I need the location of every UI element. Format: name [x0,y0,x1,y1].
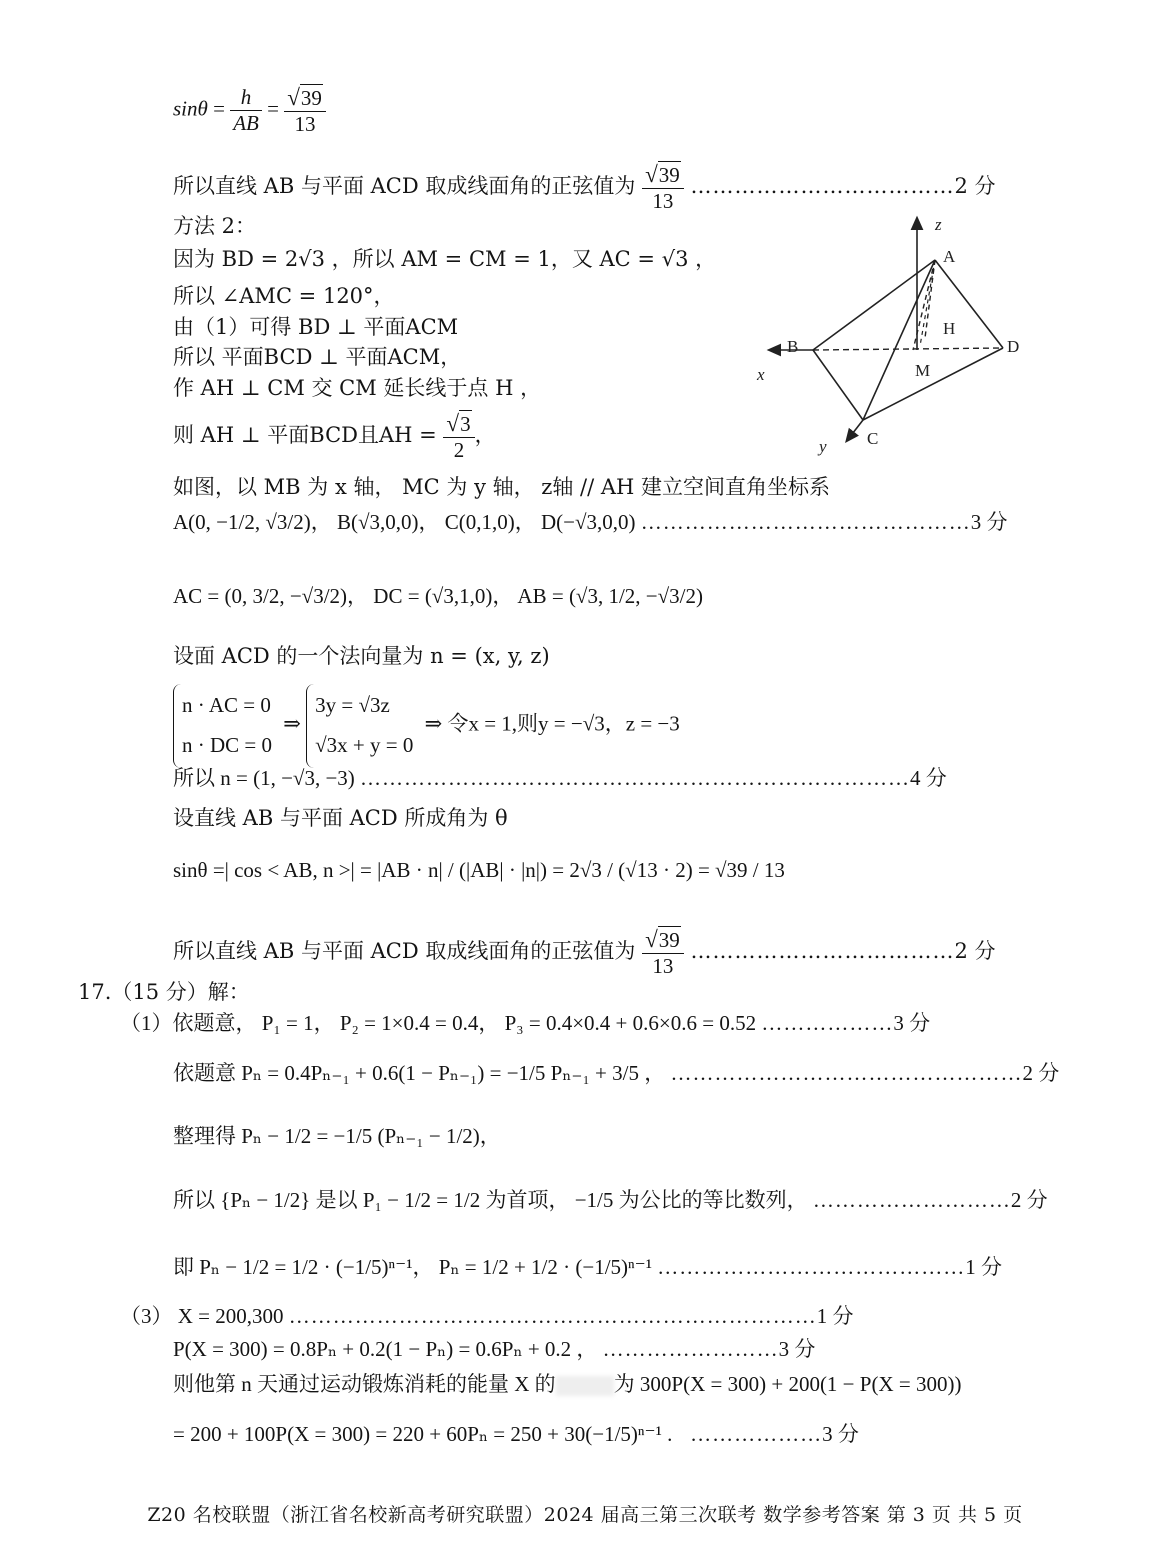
normal-vector-result: 所以 n = (1, −√3, −3) …………………………………………………………………4 分 [173,766,947,790]
label-z: z [935,215,942,234]
label-C: C [867,429,879,448]
q17-geometric-sequence: 所以 {Pₙ − 1/2} 是以 P₁ − 1/2 = 1/2 为首项， −1/5 为公比的等比数列， ………………………2 分 [173,1188,1048,1212]
label-A: A [943,247,956,266]
label-H: H [943,319,956,338]
normal-vector-definition: 设面 ACD 的一个法向量为 n = (x, y, z) [173,644,550,668]
method1-conclusion: 所以直线 AB 与平面 ACD 取成线面角的正弦值为 $\frac{√39}{13}$ ………………………………2 分 [173,161,996,214]
q17-expectation-result: = 200 + 100P(X = 300) = 220 + 60Pₙ = 250 + 30(−1/5)ⁿ⁻¹ . ………………3 分 [173,1422,859,1446]
q17-recurrence: 依题意 Pₙ = 0.4Pₙ₋₁ + 0.6(1 − Pₙ₋₁) = −1/5 Pₙ₋₁ + 3/5 ， …………………………………………2 分 [173,1061,1060,1085]
sin-theta-formula: sinθ =| cos < AB, n >| = |AB · n| / (|AB| · |n|) = 2√3 / (√13 · 2) = √39 / 13 [173,858,785,882]
q17-part1-line1: （1）依题意， P₁ = 1， P₂ = 1×0.4 = 0.4， P₃ = 0.4×0.4 + 0.6×0.6 = 0.52 ………………3 分 [120,1011,931,1035]
q17-heading: 17.（15 分）解： [78,980,250,1004]
label-B: B [787,337,799,356]
point-coordinates: A(0, −1/2, √3/2)， B(√3,0,0)， C(0,1,0)， D(−√3,0,0) ………………………………………3 分 [173,510,1008,534]
q17-probability: P(X = 300) = 0.8Pₙ + 0.2(1 − Pₙ) = 0.6Pₙ + 0.2 ， ……………………3 分 [173,1337,816,1361]
y-axis [849,420,863,438]
method2-line4: 所以 平面BCD ⊥ 平面ACM， [173,345,462,369]
q17-rearranged: 整理得 Pₙ − 1/2 = −1/5 (Pₙ₋₁ − 1/2)， [173,1124,501,1148]
angle-definition: 设直线 AB 与平面 ACD 所成角为 θ [173,806,508,830]
vector-list: AC = (0, 3/2, −√3/2)， DC = (√3,1,0)， AB = (√3, 1/2, −√3/2) [173,584,703,608]
method2-title: 方法 2： [173,214,257,238]
label-y: y [819,437,827,456]
blurred-region [556,1376,614,1396]
method2-line2: 所以 ∠AMC = 120°， [173,284,395,308]
label-x: x [757,365,765,384]
method2-line7: 如图，以 MB 为 x 轴， MC 为 y 轴， z轴 // AH 建立空间直角坐标系 [173,475,831,499]
method2-line3: 由（1）可得 BD ⊥ 平面ACM [173,315,459,339]
q17-general-term: 即 Pₙ − 1/2 = 1/2 · (−1/5)ⁿ⁻¹， Pₙ = 1/2 + 1/2 · (−1/5)ⁿ⁻¹ ……………………………………1 分 [173,1255,1003,1279]
method2-line5: 作 AH ⊥ CM 交 CM 延长线于点 H ， [173,376,542,400]
method2-line1: 因为 BD = 2√3 ，所以 AM = CM = 1，又 AC = √3 ， [173,247,717,271]
q17-expectation-line: 则他第 n 天通过运动锻炼消耗的能量 X 的 为 300P(X = 300) + 200(1 − P(X = 300)) [173,1372,962,1396]
method2-line6: 则 AH ⊥ 平面BCD且AH = $\frac{√3}{2}$ ， [173,410,496,463]
sin-theta-result: sinθ = $\frac{h}{AB}$ = $\frac{√39}{13}$ [173,86,326,135]
tetrahedron-figure [745,210,1045,460]
label-D: D [1007,337,1020,356]
equation-system: n · AC = 0 n · DC = 0 ⇒ 3y = √3z √3x + y = 0 ⇒ 令x = 1,则y = −√3，z = −3 [173,684,680,768]
method2-conclusion: 所以直线 AB 与平面 ACD 取成线面角的正弦值为 $\frac{√39}{13}$ ………………………………2 分 [173,926,996,979]
label-M: M [915,361,931,380]
page-footer: Z20 名校联盟（浙江省名校新高考研究联盟）2024 届高三第三次联考 数学参考答案 第 3 页 共 5 页 [147,1504,1023,1526]
q17-part3-values: （3） X = 200,300 ………………………………………………………………1 分 [120,1304,854,1328]
